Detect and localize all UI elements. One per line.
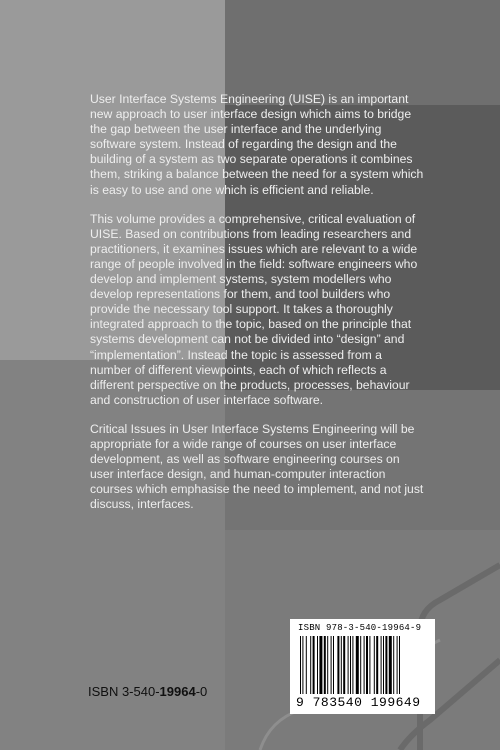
barcode-bars [298,636,428,696]
description-paragraph: Critical Issues in User Interface Systems Engineering will be appropriate for a wide range of courses on user interface development, as well as software engineering courses on user interface design, and human-computer interaction courses which emphasise the need to implement, and not just discuss, interfaces. [90,421,424,512]
isbn-label [88,684,207,699]
isbn-bold: 19964 [159,684,196,699]
barcode [290,619,435,714]
barcode-number: 9 783540 199649 [296,695,421,710]
isbn-suffix: -0 [195,684,208,699]
isbn-prefix: ISBN 3-540- [88,684,160,699]
barcode-isbn-text: ISBN 978-3-540-19964-9 [298,623,422,633]
description-paragraph: This volume provides a comprehensive, critical evaluation of UISE. Based on contributions from leading researchers and practitioners, it examines issues which are relevant to a wide range of people involved in the field: software engineers who develop and implement systems, system modellers who develop representations for them, and tool builders who provide the necessary tool support. It takes a thoroughly integrated approach to the topic, based on the principle that systems development can not be divided into “design” and “implementation”. Instead the topic is assessed from a number of different viewpoints, each of which reflects a different perspective on the products, processes, behaviour and construction of user interface software. [90,211,418,407]
description-text [90,92,425,526]
description-paragraph: User Interface Systems Engineering (UISE) is an important new approach to user interface design which aims to bridge the gap between the user interface and the underlying software system. Instead of regarding the design and the building of a system as two separate operations it combines them, striking a balance between the need for a system which is easy to use and one which is efficient and reliable. [90,92,424,197]
